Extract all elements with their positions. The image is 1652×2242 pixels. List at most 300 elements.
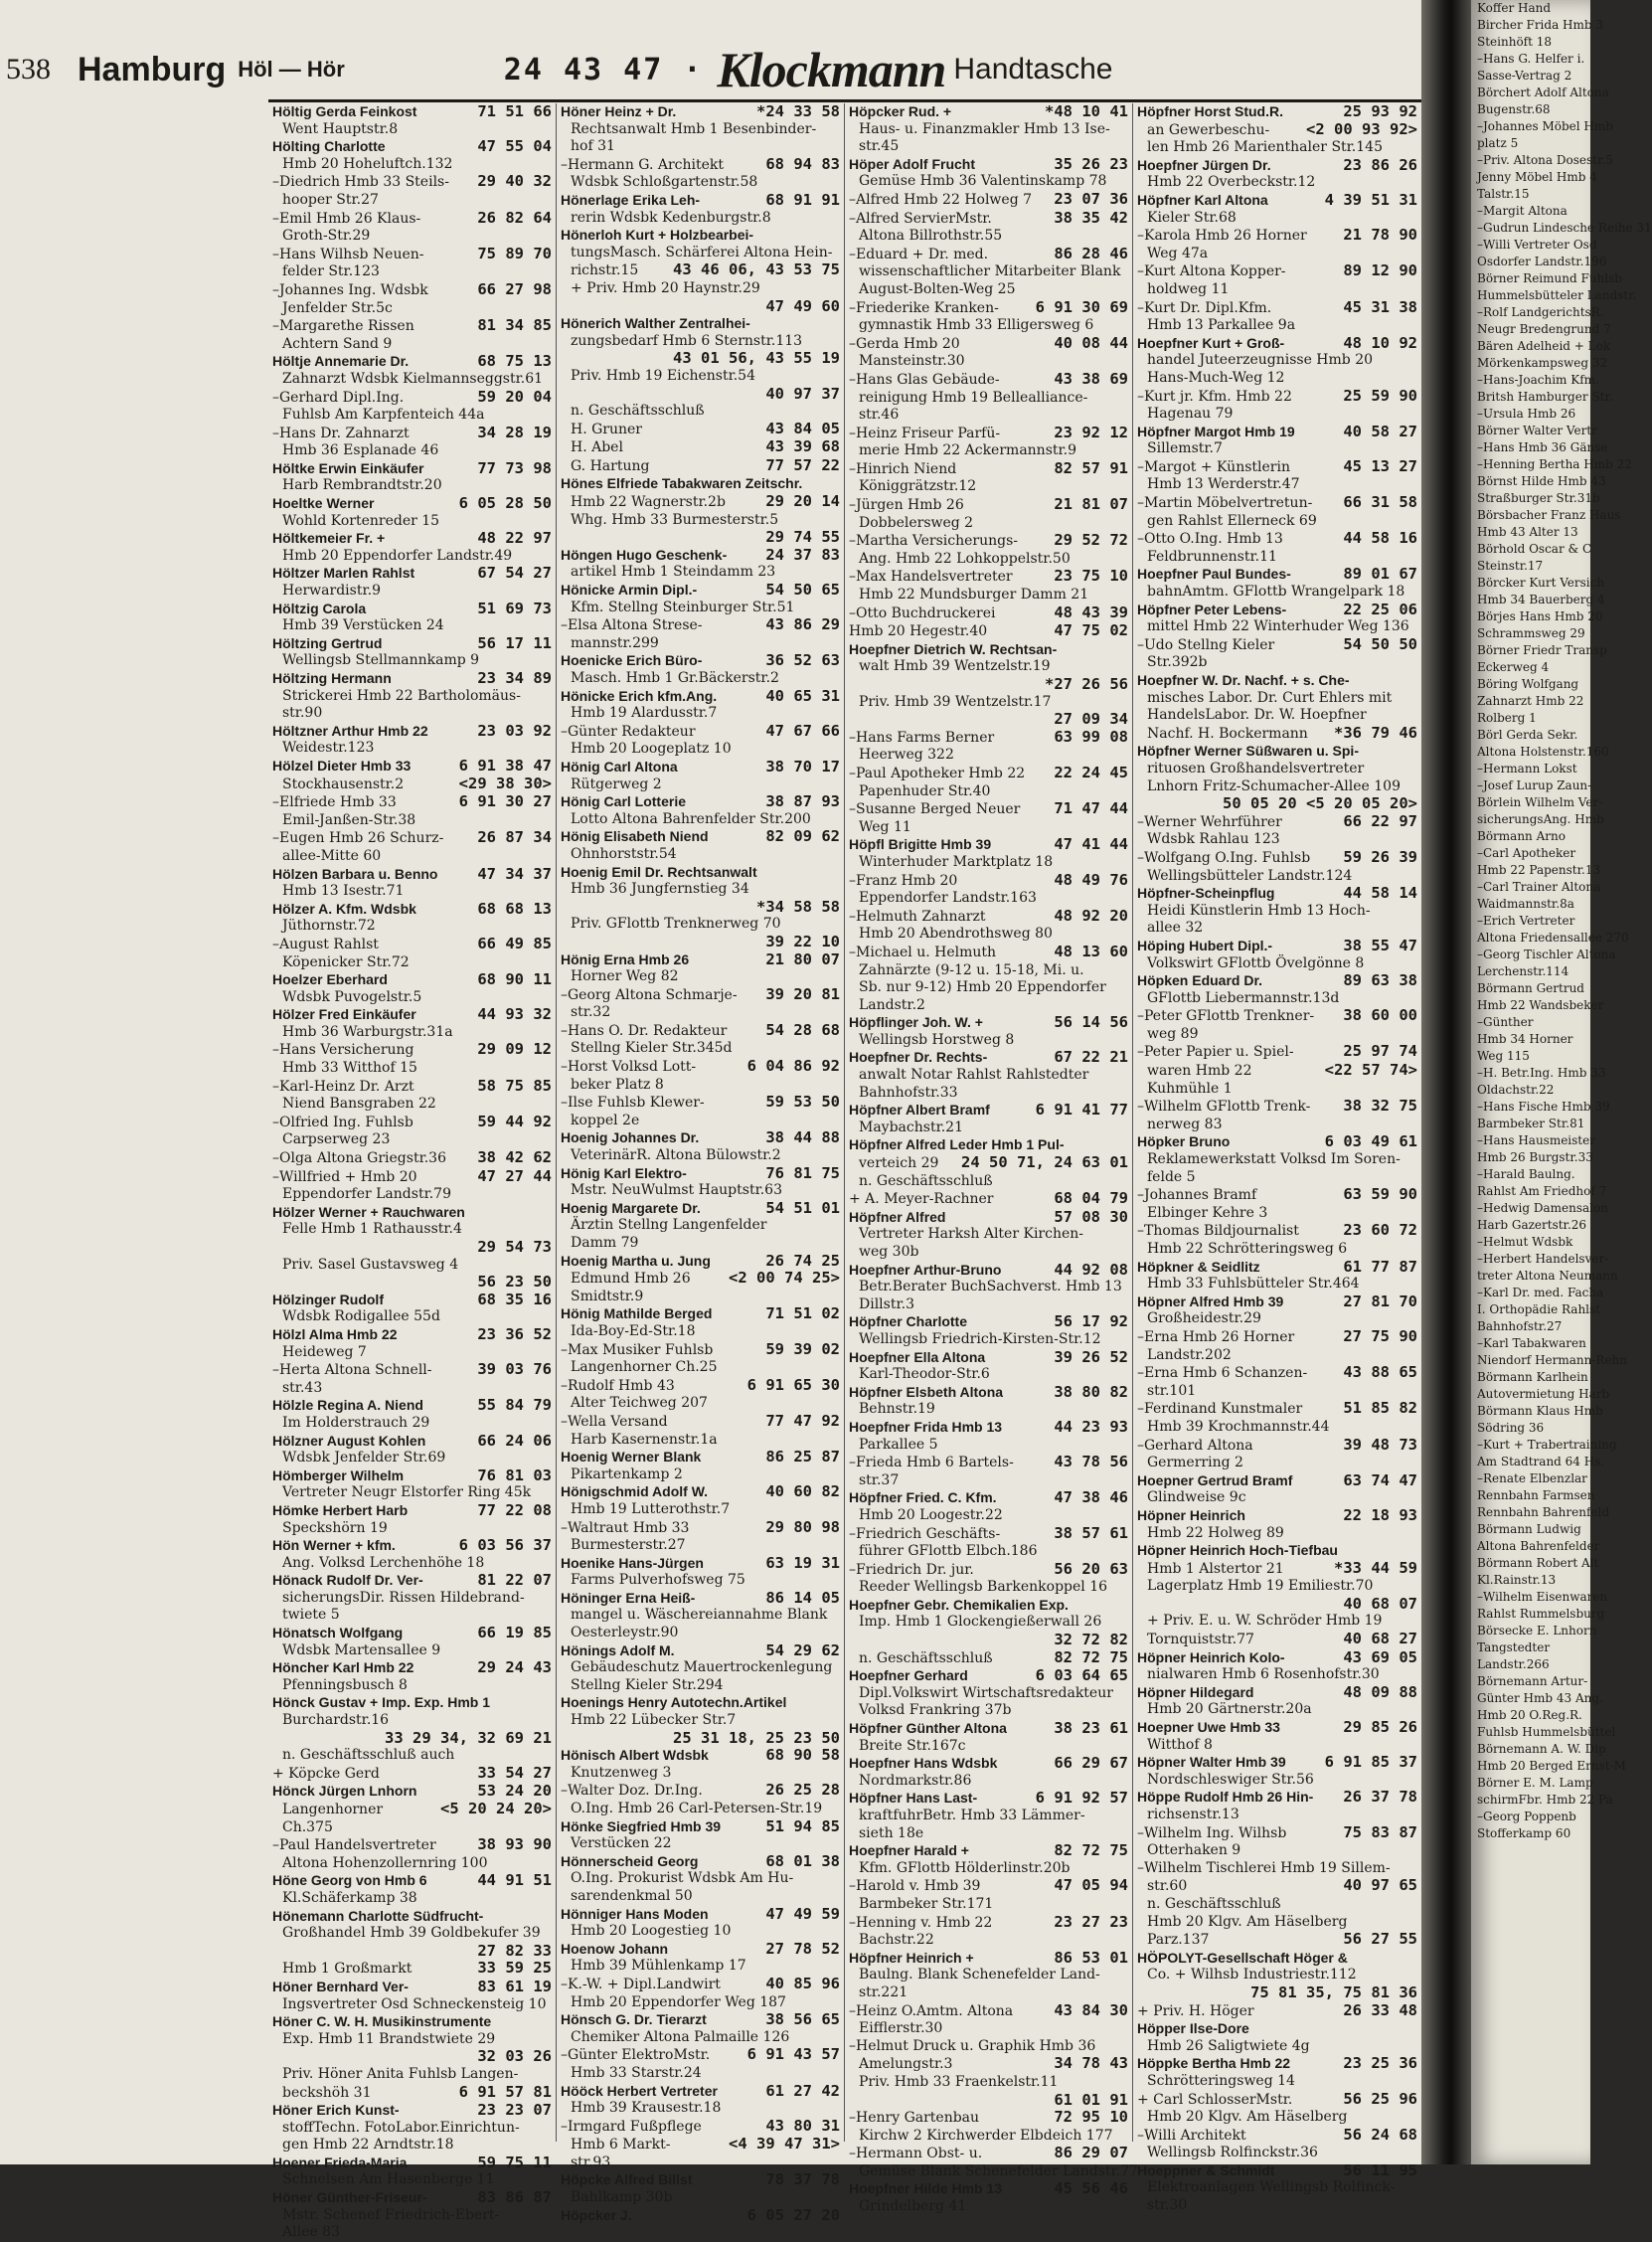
entry-phone-number: 38 57 61 — [1054, 1523, 1128, 1542]
entry-text: Hoepfner Paul Bundes- — [1137, 566, 1291, 583]
entry-text: Bahnhofstr.33 — [859, 1084, 958, 1101]
entry-text: weg 89 — [1147, 1025, 1199, 1042]
entry-text: Hönniger Hans Moden — [561, 1905, 709, 1922]
entry-text: –Waltraut Hmb 33 — [561, 1519, 690, 1536]
entry-text: Kfm. GFlottb Hölderlinstr.20b — [859, 1859, 1071, 1876]
directory-entry — [272, 1765, 552, 1784]
directory-entry — [561, 227, 840, 245]
directory-entry — [272, 829, 552, 848]
next-page-line: –Herbert Handelsver- — [1477, 1252, 1609, 1266]
directory-entry — [272, 565, 552, 583]
entry-phone-number: 45 13 27 — [1343, 456, 1417, 475]
entry-phone-number: 6 05 27 20 — [746, 2205, 840, 2224]
entry-text: Hoenig Martha u. Jung — [561, 1252, 711, 1269]
entry-text: mittel Hmb 22 Winterhuder Weg 136 — [1147, 618, 1409, 635]
entry-text: Haus- u. Finanzmakler Hmb 13 Ise- — [859, 120, 1110, 137]
directory-entry — [849, 676, 1128, 694]
entry-text: Hönerlage Erika Leh- — [561, 191, 701, 208]
directory-entry — [272, 1502, 552, 1520]
next-page-line: Rennbahn Bahrenfeld — [1477, 1505, 1610, 1519]
entry-phone-number: 48 13 60 — [1054, 942, 1128, 960]
entry-phone-number: 68 04 79 — [1054, 1189, 1128, 1208]
directory-entry — [1137, 672, 1417, 690]
entry-text: Hoepfner Harald + — [849, 1842, 969, 1859]
entry-text: G. Hartung — [571, 457, 650, 474]
entry-phone-number: 51 69 73 — [477, 599, 552, 617]
entry-phone-number: 48 22 97 — [477, 529, 552, 548]
directory-entry — [849, 2092, 1128, 2110]
directory-entry — [1137, 1789, 1417, 1807]
entry-phone-number: 83 86 87 — [477, 2188, 552, 2207]
entry-text: Hmb 39 Krausestr.18 — [571, 2100, 722, 2117]
directory-entry — [849, 1014, 1128, 1032]
directory-entry — [272, 705, 552, 723]
directory-entry — [849, 228, 1128, 246]
next-page-line: Börl Gerda Sekr. — [1477, 728, 1578, 742]
entry-text: Hoepfner Hilde Hmb 13 — [849, 2180, 1003, 2197]
entry-text: Höne Georg von Hmb 6 — [272, 1872, 427, 1889]
directory-entry — [1137, 388, 1417, 407]
directory-entry — [849, 263, 1128, 281]
next-page-line: Kl.Rainstr.13 — [1477, 1573, 1557, 1587]
directory-entry — [849, 622, 1128, 641]
entry-text: str.60 — [1147, 1878, 1188, 1895]
entry-text: rerin Wdsbk Kedenburgstr.8 — [571, 209, 771, 226]
next-page-line: Landstr.266 — [1477, 1657, 1550, 1671]
entry-text: Achtern Sand 9 — [282, 335, 393, 352]
directory-entry — [849, 551, 1128, 569]
entry-text: Jenfelder Str.5c — [282, 299, 393, 316]
entry-text: Höpken Eduard Dr. — [1137, 972, 1263, 989]
next-page-line: Altona Holstenstr.160 — [1477, 745, 1609, 759]
entry-text: Hans-Much-Weg 12 — [1147, 369, 1285, 386]
directory-entry — [561, 1555, 840, 1573]
entry-phone-number: 40 68 27 — [1343, 1630, 1417, 1648]
entry-phone-number: 23 92 12 — [1054, 423, 1128, 441]
directory-entry — [272, 1060, 552, 1078]
directory-entry — [849, 156, 1128, 174]
directory-entry — [849, 1173, 1128, 1191]
entry-text: –Jürgen Hmb 26 — [849, 497, 964, 514]
directory-entry — [561, 1537, 840, 1555]
directory-entry — [1137, 1613, 1417, 1631]
entry-text: –Heinz Friseur Parfü- — [849, 425, 1001, 441]
directory-entry — [561, 1129, 840, 1147]
entry-text: Hoeppner & Schmidt — [1137, 2161, 1275, 2178]
entry-text: Hönack Rudolf Dr. Ver- — [272, 1572, 423, 1589]
entry-text: Höpfner Margot Hmb 19 — [1137, 423, 1295, 439]
next-page-line: Hmb 34 Bauerberg 4 — [1477, 593, 1605, 606]
entry-phone-number: 40 97 37 — [765, 384, 840, 403]
directory-entry — [561, 828, 840, 846]
directory-entry — [849, 173, 1128, 191]
directory-entry — [272, 300, 552, 318]
entry-phone-number: 48 49 76 — [1054, 870, 1128, 889]
directory-entry — [1137, 1596, 1417, 1614]
entry-text: Verstücken 22 — [571, 1835, 672, 1852]
next-page-line: Börner E. M. Lamp — [1477, 1776, 1593, 1790]
directory-entry — [561, 1235, 840, 1253]
directory-entry — [1137, 1772, 1417, 1790]
entry-text: Hönerich Walther Zentralhei- — [561, 315, 750, 332]
entry-text: Höpner Walter Hmb 39 — [1137, 1754, 1286, 1771]
entry-phone-number: <5 20 24 20> — [440, 1800, 552, 1817]
entry-text: str.90 — [282, 705, 323, 722]
directory-entry — [561, 1677, 840, 1695]
header-rule — [268, 99, 1421, 102]
entry-phone-number: 66 24 06 — [477, 1431, 552, 1450]
next-page-line: Börnemann A. W. Dip — [1477, 1742, 1606, 1756]
next-page-line: Södring 36 — [1477, 1421, 1545, 1435]
entry-text: Niend Bansgraben 22 — [282, 1096, 436, 1113]
entry-phone-number: *34 58 58 — [756, 897, 840, 916]
entry-phone-number: 56 27 55 — [1343, 1930, 1417, 1949]
entry-text: Masch. Hmb 1 Gr.Bäckerstr.2 — [571, 670, 779, 686]
next-page-line: Hmb 43 Alter 13 — [1477, 525, 1578, 539]
directory-entry — [272, 1801, 552, 1819]
entry-phone-number: 29 54 73 — [477, 1238, 552, 1256]
directory-entry — [849, 2055, 1128, 2074]
entry-text: –Walter Doz. Dr.Ing. — [561, 1783, 703, 1800]
entry-text: Edmund Hmb 26 — [571, 1271, 691, 1288]
entry-text: Heerweg 322 — [859, 747, 954, 764]
directory-entry — [1137, 1043, 1417, 1062]
entry-phone-number: 86 28 46 — [1054, 244, 1128, 262]
entry-text: –Max Musiker Fuhlsb — [561, 1341, 714, 1358]
next-page-line: Rahlst Rummelsburg — [1477, 1607, 1605, 1621]
directory-entry — [1137, 1472, 1417, 1490]
entry-phone-number: 59 26 39 — [1343, 847, 1417, 866]
entry-phone-number: 6 91 30 69 — [1035, 297, 1128, 316]
directory-entry — [1137, 903, 1417, 921]
entry-phone-number: 27 78 52 — [765, 1939, 840, 1958]
next-page-line: Hmb 26 Burgstr.33 — [1477, 1150, 1593, 1164]
next-page-line: –Hans Hmb 36 Gänse — [1477, 440, 1608, 454]
entry-phone-number: 43 84 30 — [1054, 2000, 1128, 2019]
directory-entry — [1137, 1931, 1417, 1950]
directory-entry — [849, 335, 1128, 354]
entry-text: –Günter ElektroMstr. — [561, 2047, 711, 2064]
entry-text: –Johannes Ing. Wdsbk — [272, 281, 428, 298]
entry-text: Behnstr.19 — [859, 1401, 935, 1418]
entry-text: Hönke Siegfried Hmb 39 — [561, 1817, 722, 1834]
entry-text: Hmb 13 Isestr.71 — [282, 883, 405, 900]
directory-entry — [849, 191, 1128, 210]
next-page-line: Tangstedter — [1477, 1640, 1551, 1654]
directory-entry — [272, 2084, 552, 2103]
entry-text: misches Labor. Dr. Curt Ehlers mit — [1147, 689, 1393, 706]
entry-text: Hoepfner Jürgen Dr. — [1137, 156, 1271, 173]
directory-entry — [1137, 1967, 1417, 1984]
directory-entry — [1137, 1098, 1417, 1117]
entry-text: –Paul Handelsvertreter — [272, 1837, 436, 1854]
directory-entry — [1137, 1455, 1417, 1472]
entry-text: Maybachstr.21 — [859, 1119, 963, 1135]
entry-text: –Werner Wehrführer — [1137, 813, 1282, 830]
entry-phone-number: 29 20 14 — [765, 492, 840, 511]
entry-text: –Hans Farms Berner — [849, 729, 995, 746]
entry-phone-number: 23 23 07 — [477, 2101, 552, 2120]
entry-phone-number: 29 24 43 — [477, 1658, 552, 1677]
entry-text: –Wilhelm Ing. Wilhsb — [1137, 1824, 1287, 1841]
directory-entry — [272, 1096, 552, 1114]
entry-text: –Georg Altona Schmarje- — [561, 986, 738, 1003]
directory-entry — [849, 1437, 1128, 1455]
directory-entry — [561, 1253, 840, 1271]
entry-text: –Erna Hmb 6 Schanzen- — [1137, 1365, 1308, 1382]
directory-entry — [1137, 1151, 1417, 1169]
directory-entry — [561, 2029, 840, 2047]
entry-text: Großhandel Hmb 39 Goldbekufer 39 — [282, 1925, 541, 1942]
directory-entry — [561, 1642, 840, 1660]
entry-text: Hoepfner Ella Altona — [849, 1348, 986, 1365]
directory-entry — [1137, 1276, 1417, 1293]
directory-entry — [1137, 210, 1417, 228]
entry-text: Höper Adolf Frucht — [849, 155, 976, 172]
entry-text: –Hans Wilhsb Neuen- — [272, 246, 424, 262]
next-page-line: –Willi Vertreter Osd — [1477, 238, 1597, 252]
entry-phone-number: 21 80 07 — [765, 949, 840, 968]
entry-phone-number: 59 39 02 — [765, 1339, 840, 1358]
entry-phone-number: 53 24 20 — [477, 1782, 552, 1801]
entry-text: Landstr.202 — [1147, 1346, 1232, 1363]
directory-entry — [849, 979, 1128, 997]
entry-text: Reklamewerkstatt Volksd Im Soren- — [1147, 1151, 1401, 1168]
entry-text: Harb Rembrandtstr.20 — [282, 477, 442, 494]
entry-text: + Priv. Hmb 20 Haynstr.29 — [571, 279, 760, 296]
entry-text: Fuhlsb Am Karpfenteich 44a — [282, 407, 485, 424]
entry-phone-number: 54 51 01 — [765, 1198, 840, 1217]
next-page-line: Rennbahn Farmsen — [1477, 1488, 1595, 1502]
entry-text: August-Bolten-Weg 25 — [859, 280, 1016, 297]
entry-phone-number: 6 04 86 92 — [746, 1057, 840, 1076]
directory-entry — [849, 2162, 1138, 2181]
next-page-line: –Carl Apotheker — [1477, 846, 1576, 860]
next-page-line: Hmb 20 Berged Ernst-M — [1477, 1759, 1626, 1773]
header-range: Höl — Hör — [238, 57, 345, 82]
entry-text: Höltkemeier Fr. + — [272, 530, 386, 547]
next-page-line: –Karl Tabakwaren — [1477, 1336, 1586, 1350]
directory-entry — [272, 2013, 552, 2031]
next-page-line: Koffer Hand — [1477, 1, 1552, 15]
directory-entry — [849, 1244, 1128, 1262]
entry-text: –Diedrich Hmb 33 Steils- — [272, 174, 449, 191]
directory-entry — [849, 317, 1128, 335]
next-page-line: Börcker Kurt Versich — [1477, 576, 1605, 590]
next-page-line: Straßburger Str.31b — [1477, 491, 1600, 505]
entry-text: hooper Str.27 — [282, 191, 379, 208]
directory-entry — [561, 652, 840, 670]
entry-text: Harb Kasernenstr.1a — [571, 1431, 718, 1448]
entry-text: HandelsLabor. Dr. W. Hoepfner — [1147, 707, 1367, 724]
next-page-line: Börsecke E. Lnhorn — [1477, 1624, 1597, 1638]
directory-entry — [561, 1519, 840, 1538]
entry-text: Hmb 20 Loogestieg 10 — [571, 1923, 732, 1940]
entry-text: Eppendorfer Landstr.163 — [859, 890, 1037, 907]
entry-phone-number: 29 85 26 — [1343, 1718, 1417, 1737]
directory-entry — [272, 1520, 552, 1538]
directory-entry — [1137, 299, 1417, 318]
directory-entry — [1137, 743, 1417, 761]
directory-entry — [849, 407, 1128, 425]
directory-entry — [849, 1790, 1128, 1808]
entry-text: Ingsvertreter Osd Schneckensteig 10 — [282, 1995, 547, 2012]
entry-text: Hönicke Armin Dipl.- — [561, 582, 698, 599]
entry-phone-number: 23 36 52 — [477, 1324, 552, 1343]
directory-entry — [561, 776, 840, 794]
directory-entry — [272, 2137, 552, 2155]
entry-text: –Otto Buchdruckerei — [849, 604, 996, 621]
entry-phone-number: 25 31 18, 25 23 50 — [673, 1728, 840, 1747]
next-page-line: Bären Adelheid + Lok — [1477, 339, 1611, 353]
next-page-line: Hmb 22 Papenstr.13 — [1477, 863, 1601, 877]
directory-entry — [1137, 2020, 1417, 2038]
directory-entry — [849, 694, 1128, 712]
directory-entry — [272, 1960, 552, 1979]
directory-entry — [272, 601, 552, 618]
entry-text: Höltje Annemarie Dr. — [272, 353, 410, 370]
directory-entry — [849, 1067, 1128, 1085]
directory-entry — [849, 800, 1128, 819]
entry-phone-number: 24 50 71, 24 63 01 — [961, 1153, 1128, 1172]
entry-text: –Alfred Hmb 22 Holweg 7 — [849, 191, 1033, 208]
entry-text: Hoenings Henry Autotechn.Artikel — [561, 1694, 787, 1711]
directory-entry — [561, 899, 840, 917]
header-advert-tail: Handtasche — [953, 53, 1113, 86]
entry-phone-number: 6 03 64 65 — [1035, 1666, 1128, 1685]
directory-entry — [849, 460, 1128, 479]
entry-text: Hönig Karl Elektro- — [561, 1164, 687, 1181]
directory-entry — [561, 1590, 840, 1608]
directory-entry — [1137, 795, 1417, 813]
entry-text: Hööck Herbert Vertreter — [561, 2082, 718, 2099]
directory-entry — [849, 1579, 1128, 1597]
entry-text: weg 30b — [859, 1244, 919, 1260]
directory-entry — [1137, 849, 1417, 868]
entry-phone-number: 71 51 02 — [765, 1304, 840, 1323]
entry-phone-number: 47 67 66 — [765, 721, 840, 740]
directory-entry — [272, 1467, 552, 1485]
directory-entry — [849, 2002, 1128, 2021]
directory-entry — [272, 210, 552, 229]
directory-entry — [272, 1239, 552, 1257]
entry-text: str.93 — [571, 2154, 611, 2170]
entry-text: walt Hmb 39 Wentzelstr.19 — [859, 658, 1051, 675]
directory-entry — [561, 210, 840, 228]
entry-phone-number: 26 25 28 — [765, 1781, 840, 1800]
directory-entry — [849, 854, 1128, 872]
entry-text: –Olga Altona Griegstr.36 — [272, 1150, 446, 1167]
entry-text: Wdsbk Jenfelder Str.69 — [282, 1450, 446, 1466]
directory-entry — [272, 1186, 552, 1204]
entry-phone-number: 27 75 90 — [1343, 1326, 1417, 1345]
entry-text: –Karola Hmb 26 Horner — [1137, 228, 1307, 245]
directory-entry — [1137, 494, 1417, 513]
entry-text: Hoener Frieda-Maria — [272, 2154, 408, 2170]
entry-phone-number: 38 87 93 — [765, 792, 840, 811]
column-3 — [845, 102, 1138, 2215]
next-page-line: –Josef Lurup Zaun- — [1477, 778, 1592, 792]
entry-text: Hmb 36 Jungfernstieg 34 — [571, 881, 749, 898]
entry-text: mannstr.299 — [571, 634, 659, 651]
directory-entry — [849, 641, 1128, 659]
directory-entry — [849, 1614, 1128, 1632]
entry-text: + Carl SchlosserMstr. — [1137, 2091, 1293, 2108]
directory-entry — [561, 1395, 840, 1413]
next-page-line: –Hans G. Helfer i. — [1477, 52, 1585, 66]
entry-text: Baulng. Blank Schenefelder Land- — [859, 1967, 1100, 1983]
entry-text: allee 32 — [1147, 920, 1204, 937]
entry-text: str.37 — [859, 1471, 900, 1488]
directory-entry — [1137, 1560, 1417, 1579]
next-page-line: Günter Hmb 43 Ang. — [1477, 1691, 1603, 1705]
next-page-line: –Ursula Hmb 26 — [1477, 407, 1576, 421]
next-page-line: Börchert Adolf Altona — [1477, 86, 1609, 99]
entry-text: Hmb 22 Overbeckstr.12 — [1147, 174, 1316, 191]
entry-text: Elbinger Kehre 3 — [1147, 1204, 1268, 1221]
entry-phone-number: 38 55 47 — [1343, 936, 1417, 954]
directory-entry — [272, 918, 552, 936]
entry-phone-number: 82 72 75 — [1054, 1841, 1128, 1860]
entry-text: Ang. Volksd Lerchenhöhe 18 — [282, 1554, 485, 1571]
directory-entry — [272, 901, 552, 919]
entry-phone-number: 56 25 96 — [1343, 2089, 1417, 2108]
entry-text: VeterinärR. Altona Bülowstr.2 — [571, 1147, 781, 1164]
directory-entry — [561, 1870, 840, 1888]
entry-phone-number: 4 39 51 31 — [1324, 190, 1417, 209]
entry-phone-number: 68 35 16 — [477, 1290, 552, 1308]
directory-entry — [561, 1782, 840, 1801]
directory-entry — [272, 1308, 552, 1326]
directory-entry — [561, 1449, 840, 1466]
entry-text: Hönnerscheid Georg — [561, 1852, 699, 1869]
entry-text: Hönigschmid Adolf W. — [561, 1483, 709, 1500]
directory-entry — [272, 583, 552, 601]
entry-text: –Olfried Ing. Fuhlsb — [272, 1114, 413, 1130]
directory-entry — [561, 1607, 840, 1625]
directory-entry — [561, 1077, 840, 1095]
next-page-line: Lerchenstr.114 — [1477, 964, 1569, 978]
entry-phone-number: 38 35 42 — [1054, 208, 1128, 227]
entry-text: Höner Erich Kunst- — [272, 2102, 400, 2119]
entry-text: str.45 — [859, 138, 900, 155]
directory-entry — [561, 261, 840, 280]
directory-entry — [561, 2065, 840, 2083]
directory-entry — [1137, 813, 1417, 832]
entry-phone-number: 83 61 19 — [477, 1977, 552, 1995]
directory-entry — [1137, 1666, 1417, 1684]
entry-text: Höpfner Heinrich + — [849, 1949, 974, 1966]
entry-text: Hmb 20 Abendrothsweg 80 — [859, 926, 1053, 943]
directory-entry — [849, 747, 1128, 765]
entry-text: Gemüse Blank Schenefelder Landstr.77 — [859, 2162, 1138, 2179]
entry-text: twiete 5 — [282, 1607, 340, 1624]
entry-text: H. Gruner — [571, 421, 642, 437]
entry-text: Hönerloh Kurt + Holzbearbei- — [561, 227, 754, 244]
directory-entry — [561, 864, 840, 882]
directory-entry — [1137, 1507, 1417, 1525]
entry-text: n. Geschäftsschluß — [1147, 1895, 1281, 1912]
entry-phone-number: 61 27 42 — [765, 2081, 840, 2100]
entry-phone-number: 40 85 96 — [765, 1974, 840, 1992]
directory-entry — [1137, 654, 1417, 672]
entry-text: Bachstr.22 — [859, 1932, 934, 1949]
entry-phone-number: 33 59 25 — [477, 1959, 552, 1978]
entry-phone-number: 38 23 61 — [1054, 1719, 1128, 1738]
directory-entry — [849, 1632, 1128, 1649]
entry-text: Co. + Wilhsb Industriestr.112 — [1147, 1967, 1357, 1983]
entry-phone-number: 40 60 82 — [765, 1482, 840, 1501]
